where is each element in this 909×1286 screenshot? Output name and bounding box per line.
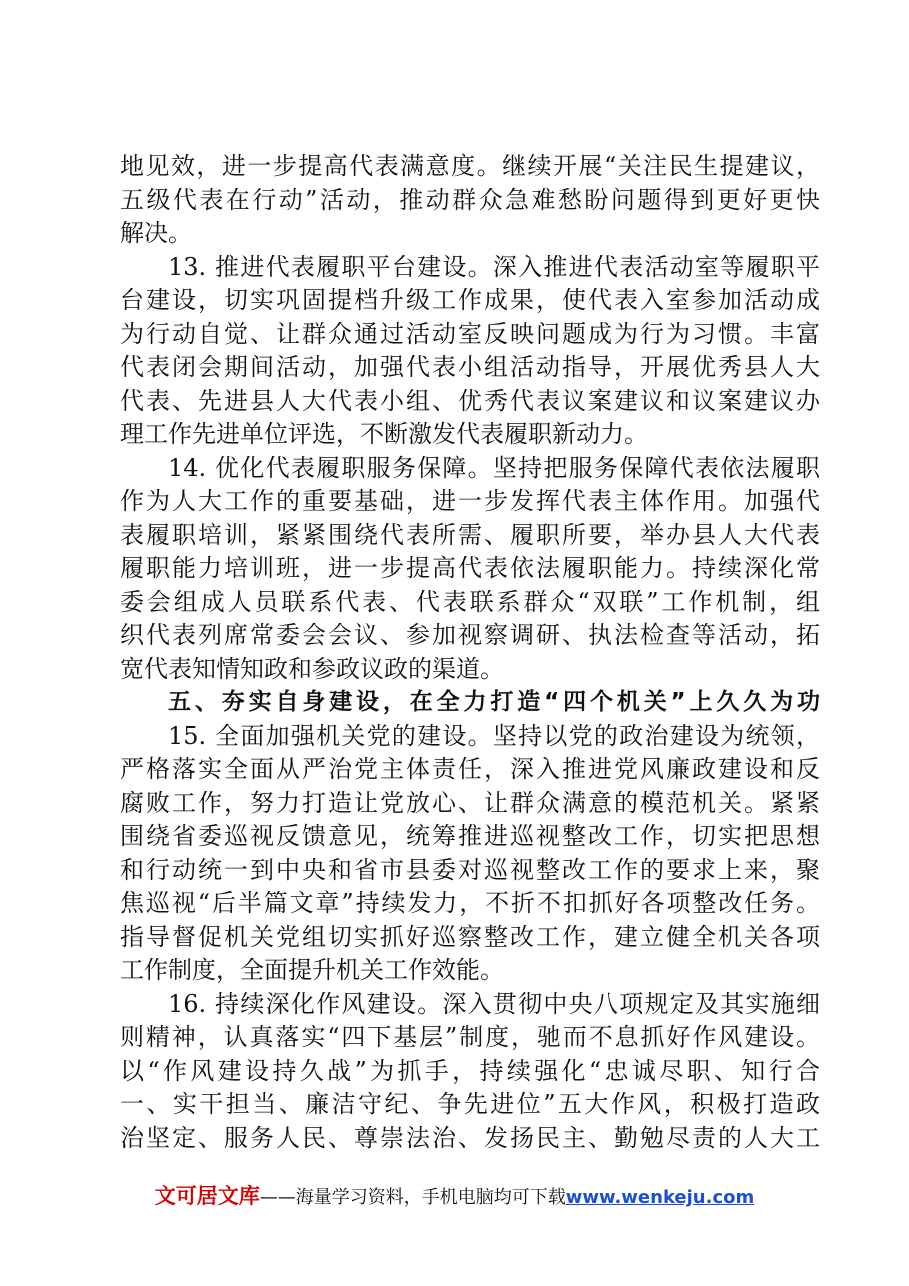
text-line: 代表闭会期间活动，加强代表小组活动指导，开展优秀县人大 — [120, 353, 820, 381]
text-line: 则精神，认真落实“四下基层”制度，驰而不息抓好作风建设。 — [120, 1023, 820, 1051]
text-line: 五级代表在行动”活动，推动群众急难愁盼问题得到更好更快 — [120, 185, 820, 214]
footer-site-link[interactable]: www.wenkeju.com — [565, 1187, 755, 1208]
text-line: 以“作风建设持久战”为抓手，持续强化“忠诚尽职、知行合 — [120, 1056, 820, 1085]
text-line: 一、实干担当、廉洁守纪、争先进位”五大作风，积极打造政 — [120, 1090, 820, 1118]
text-line: 作为人大工作的重要基础，进一步发挥代表主体作用。加强代 — [120, 487, 820, 515]
text-line: 委会组成人员联系代表、代表联系群众“双联”工作机制，组 — [120, 587, 820, 616]
text-line: 表履职培训，紧紧围绕代表所需、履职所要，举办县人大代表 — [120, 520, 820, 549]
text-line: 腐败工作，努力打造让党放心、让群众满意的模范机关。紧紧 — [120, 788, 820, 817]
footer-tagline: ——海量学习资料，手机电脑均可下载 — [259, 1187, 566, 1208]
text-line: 工作制度，全面提升机关工作效能。 — [120, 956, 504, 984]
text-line: 指导督促机关党组切实抓好巡察整改工作，建立健全机关各项 — [120, 922, 820, 951]
text-line: 治坚定、服务人民、尊崇法治、发扬民主、勤勉尽责的人大工 — [120, 1123, 820, 1152]
text-line: 台建设，切实巩固提档升级工作成果，使代表入室参加活动成 — [120, 286, 820, 314]
text-line: 织代表列席常委会会议、参加视察调研、执法检查等活动，拓 — [120, 621, 820, 649]
paragraph-16-first-line: 16. 持续深化作风建设。深入贯彻中央八项规定及其实施细 — [168, 989, 820, 1018]
text-line: 理工作先进单位评选，不断激发代表履职新动力。 — [120, 420, 648, 448]
section-heading: 五、夯实自身建设，在全力打造“四个机关”上久久为功 — [168, 689, 820, 715]
paragraph-13-first-line: 13. 推进代表履职平台建设。深入推进代表活动室等履职平 — [168, 252, 820, 281]
text-line: 履职能力培训班，进一步提高代表依法履职能力。持续深化常 — [120, 554, 820, 582]
text-line: 围绕省委巡视反馈意见，统筹推进巡视整改工作，切实把思想 — [120, 822, 820, 850]
footer-banner — [0, 1183, 909, 1211]
text-line: 焦巡视“后半篇文章”持续发力，不折不扣抓好各项整改任务。 — [120, 889, 820, 917]
paragraph-14-first-line: 14. 优化代表履职服务保障。坚持把服务保障代表依法履职 — [168, 453, 820, 482]
text-line: 和行动统一到中央和省市县委对巡视整改工作的要求上来，聚 — [120, 855, 820, 884]
text-line: 地见效，进一步提高代表满意度。继续开展“关注民生提建议， — [120, 152, 820, 180]
document-body — [120, 150, 820, 1155]
text-line: 严格落实全面从严治党主体责任，深入推进党风廉政建设和反 — [120, 755, 820, 783]
text-line: 为行动自觉、让群众通过活动室反映问题成为行为习惯。丰富 — [120, 319, 820, 348]
text-line: 解决。 — [120, 219, 192, 247]
text-line: 宽代表知情知政和参政议政的渠道。 — [120, 654, 504, 683]
text-line: 代表、先进县人大代表小组、优秀代表议案建议和议案建议办 — [120, 386, 820, 415]
paragraph-15-first-line: 15. 全面加强机关党的建设。坚持以党的政治建设为统领， — [168, 721, 820, 750]
footer-brand: 文可居文库 — [154, 1184, 260, 1208]
